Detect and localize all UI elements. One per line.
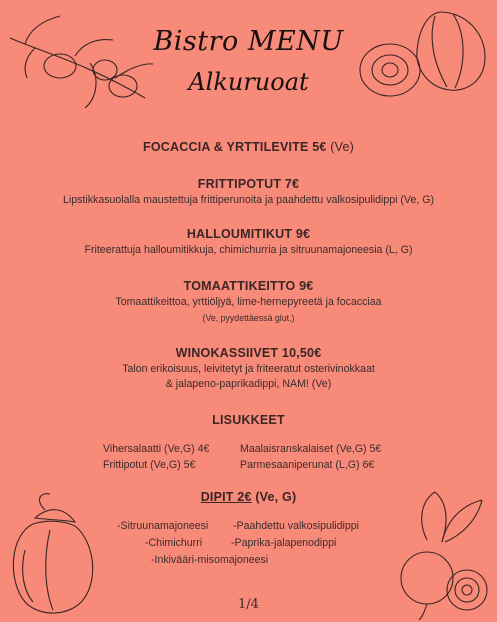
dip-item: -Chimichurri xyxy=(145,537,203,549)
dish-name: FRITTIPOTUT xyxy=(197,177,282,191)
dish-name: HALLOUMITIKUT xyxy=(186,227,293,241)
dish-price: 7€ xyxy=(284,177,300,191)
side-item: Parmesaaniperunat (L,G) 6€ xyxy=(240,459,375,471)
dish-focaccia xyxy=(0,140,497,154)
dip-item: -Sitruunamajoneesi xyxy=(117,520,209,532)
dish-price: 5€ xyxy=(312,140,327,154)
dip-item: -Paahdettu valkosipulidippi xyxy=(233,520,360,532)
dish-name: WINOKASSIIVET xyxy=(175,346,279,360)
dish-tomaattikeitto xyxy=(0,279,497,326)
sides-heading-section xyxy=(0,413,497,427)
dish-name: FOCACCIA & YRTTILEVITE xyxy=(143,140,309,154)
dish-winokassiivet xyxy=(0,346,497,392)
dips-note: (Ve, G) xyxy=(255,490,297,504)
dish-description: Tomaattikeittoa, yrttiöljyä, lime-hernepyreetä ja focacciaa xyxy=(115,296,382,308)
dish-description: Lipstikkasuolalla maustettuja frittiperunoita ja paahdettu valkosipulidippi (Ve, G) xyxy=(63,194,434,206)
dish-description: Friteerattuja halloumitikkuja, chimichurria ja sitruunamajoneesia (L, G) xyxy=(84,244,413,256)
dip-item: -Paprika-jalapenodippi xyxy=(231,537,337,549)
dips-heading-section xyxy=(0,490,497,504)
dish-footnote: (Ve, pyydettäessä glut.) xyxy=(202,313,295,323)
side-item: Vihersalaatti (Ve,G) 4€ xyxy=(103,443,210,455)
dish-description-line2: & jalapeno-paprikadippi, NAM! (Ve) xyxy=(165,378,332,390)
menu-title: Bistro MENU xyxy=(153,26,344,57)
dish-name: TOMAATTIKEITTO xyxy=(183,279,296,293)
side-item: Frittipotut (Ve,G) 5€ xyxy=(103,459,196,471)
menu-subtitle: Alkuruoat xyxy=(188,68,309,96)
dish-price: 10,50€ xyxy=(281,346,322,360)
page-number: 1/4 xyxy=(238,597,259,612)
side-item: Maalaisranskalaiset (Ve,G) 5€ xyxy=(240,443,382,455)
sides-heading: LISUKKEET xyxy=(212,413,285,427)
dish-price: 9€ xyxy=(299,279,314,293)
dish-description-line1: Talon erikoisuus, leivitetyt ja friteeratut osterivinokkaat xyxy=(122,363,375,375)
dips-heading: DIPIT 2€ xyxy=(200,490,252,504)
dish-note: (Ve) xyxy=(330,140,354,154)
dip-item: -Inkivääri-misomajoneesi xyxy=(151,554,269,566)
onion-illustration xyxy=(355,2,495,117)
dish-halloumitikut xyxy=(0,227,497,258)
dish-frittipotut xyxy=(0,177,497,208)
dish-price: 9€ xyxy=(295,227,311,241)
